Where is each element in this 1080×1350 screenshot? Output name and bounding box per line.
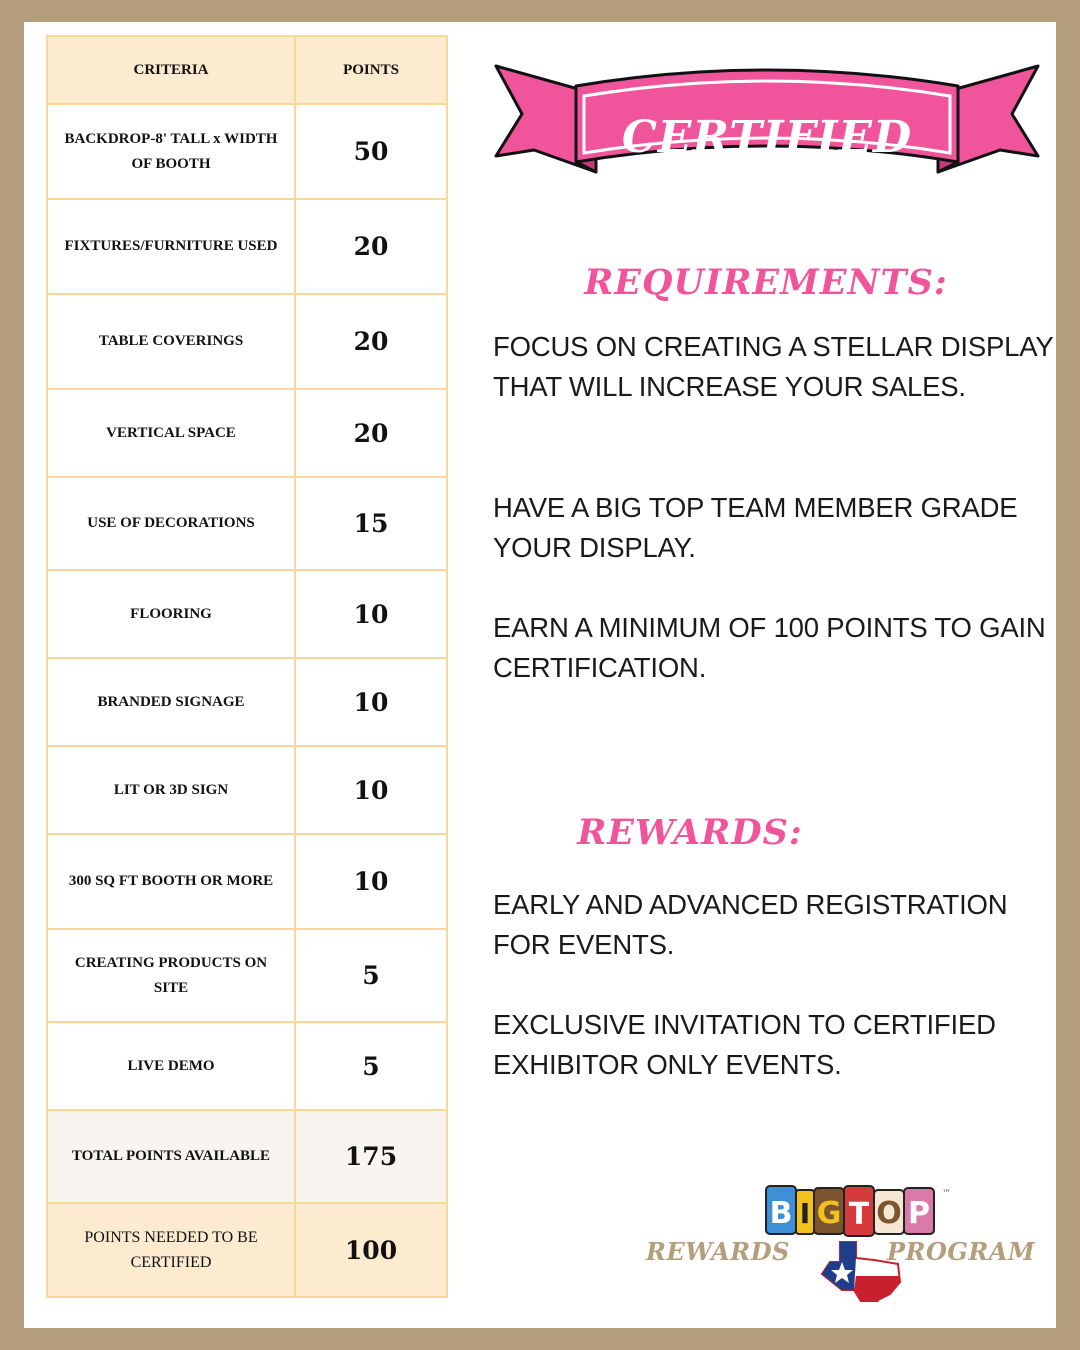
certified-banner <box>492 62 1042 202</box>
needed-label: POINTS NEEDED TO BE CERTIFIED <box>47 1203 295 1297</box>
requirement-item: HAVE A BIG TOP TEAM MEMBER GRADE YOUR DISPLAY. <box>493 492 1018 563</box>
svg-text:O: O <box>876 1196 902 1231</box>
svg-text:T: T <box>848 1197 870 1232</box>
points-cell: 10 <box>295 746 447 834</box>
points-cell: 20 <box>295 199 447 294</box>
svg-text:G: G <box>816 1196 842 1231</box>
table-row <box>47 929 447 1022</box>
criteria-cell: BRANDED SIGNAGE <box>47 658 295 746</box>
table-row <box>47 389 447 477</box>
certification-card <box>24 22 1056 1328</box>
requirement-item: EARN A MINIMUM OF 100 POINTS TO GAIN CERTIFICATION. <box>493 612 1046 683</box>
points-cell: 10 <box>295 570 447 658</box>
table-row <box>47 294 447 389</box>
points-cell: 5 <box>295 1022 447 1110</box>
table-row <box>47 1022 447 1110</box>
criteria-table <box>46 35 448 1298</box>
points-cell: 50 <box>295 104 447 199</box>
bigtop-wordmark <box>766 1186 951 1236</box>
table-row <box>47 570 447 658</box>
criteria-cell: CREATING PRODUCTS ON SITE <box>47 929 295 1022</box>
points-cell: 10 <box>295 834 447 929</box>
points-cell: 20 <box>295 294 447 389</box>
criteria-cell: LIT OR 3D SIGN <box>47 746 295 834</box>
table-header-row <box>47 36 447 104</box>
points-column-header: POINTS <box>295 36 447 104</box>
criteria-cell: BACKDROP-8' TALL x WIDTH OF BOOTH <box>47 104 295 199</box>
rewards-heading: REWARDS: <box>577 812 803 853</box>
table-row <box>47 104 447 199</box>
criteria-cell: 300 SQ FT BOOTH OR MORE <box>47 834 295 929</box>
criteria-cell: VERTICAL SPACE <box>47 389 295 477</box>
table-row <box>47 199 447 294</box>
banner-text: CERTIFIED <box>621 112 913 163</box>
requirements-heading: REQUIREMENTS: <box>584 262 948 303</box>
points-cell: 5 <box>295 929 447 1022</box>
table-row <box>47 658 447 746</box>
needed-points: 100 <box>295 1203 447 1297</box>
total-label: TOTAL POINTS AVAILABLE <box>47 1110 295 1203</box>
criteria-cell: FIXTURES/FURNITURE USED <box>47 199 295 294</box>
table-row <box>47 834 447 929</box>
criteria-cell: LIVE DEMO <box>47 1022 295 1110</box>
needed-row <box>47 1203 447 1297</box>
criteria-cell: USE OF DECORATIONS <box>47 477 295 570</box>
logo-rewards-word: REWARDS <box>646 1237 790 1266</box>
svg-text:I: I <box>799 1197 811 1230</box>
svg-text:™: ™ <box>942 1189 951 1199</box>
table-row <box>47 746 447 834</box>
table-row <box>47 477 447 570</box>
total-row <box>47 1110 447 1203</box>
logo-program-word: PROGRAM <box>887 1237 1036 1266</box>
total-points: 175 <box>295 1110 447 1203</box>
svg-text:P: P <box>908 1196 930 1231</box>
criteria-column-header: CRITERIA <box>47 36 295 104</box>
svg-text:B: B <box>769 1196 793 1231</box>
points-cell: 15 <box>295 477 447 570</box>
reward-item: EARLY AND ADVANCED REGISTRATION FOR EVENTS. <box>493 889 1008 960</box>
reward-item: EXCLUSIVE INVITATION TO CERTIFIED EXHIBITOR ONLY EVENTS. <box>493 1009 996 1080</box>
criteria-cell: FLOORING <box>47 570 295 658</box>
criteria-cell: TABLE COVERINGS <box>47 294 295 389</box>
requirement-item: FOCUS ON CREATING A STELLAR DISPLAY THAT WILL INCREASE YOUR SALES. <box>493 331 1053 402</box>
points-cell: 20 <box>295 389 447 477</box>
points-cell: 10 <box>295 658 447 746</box>
